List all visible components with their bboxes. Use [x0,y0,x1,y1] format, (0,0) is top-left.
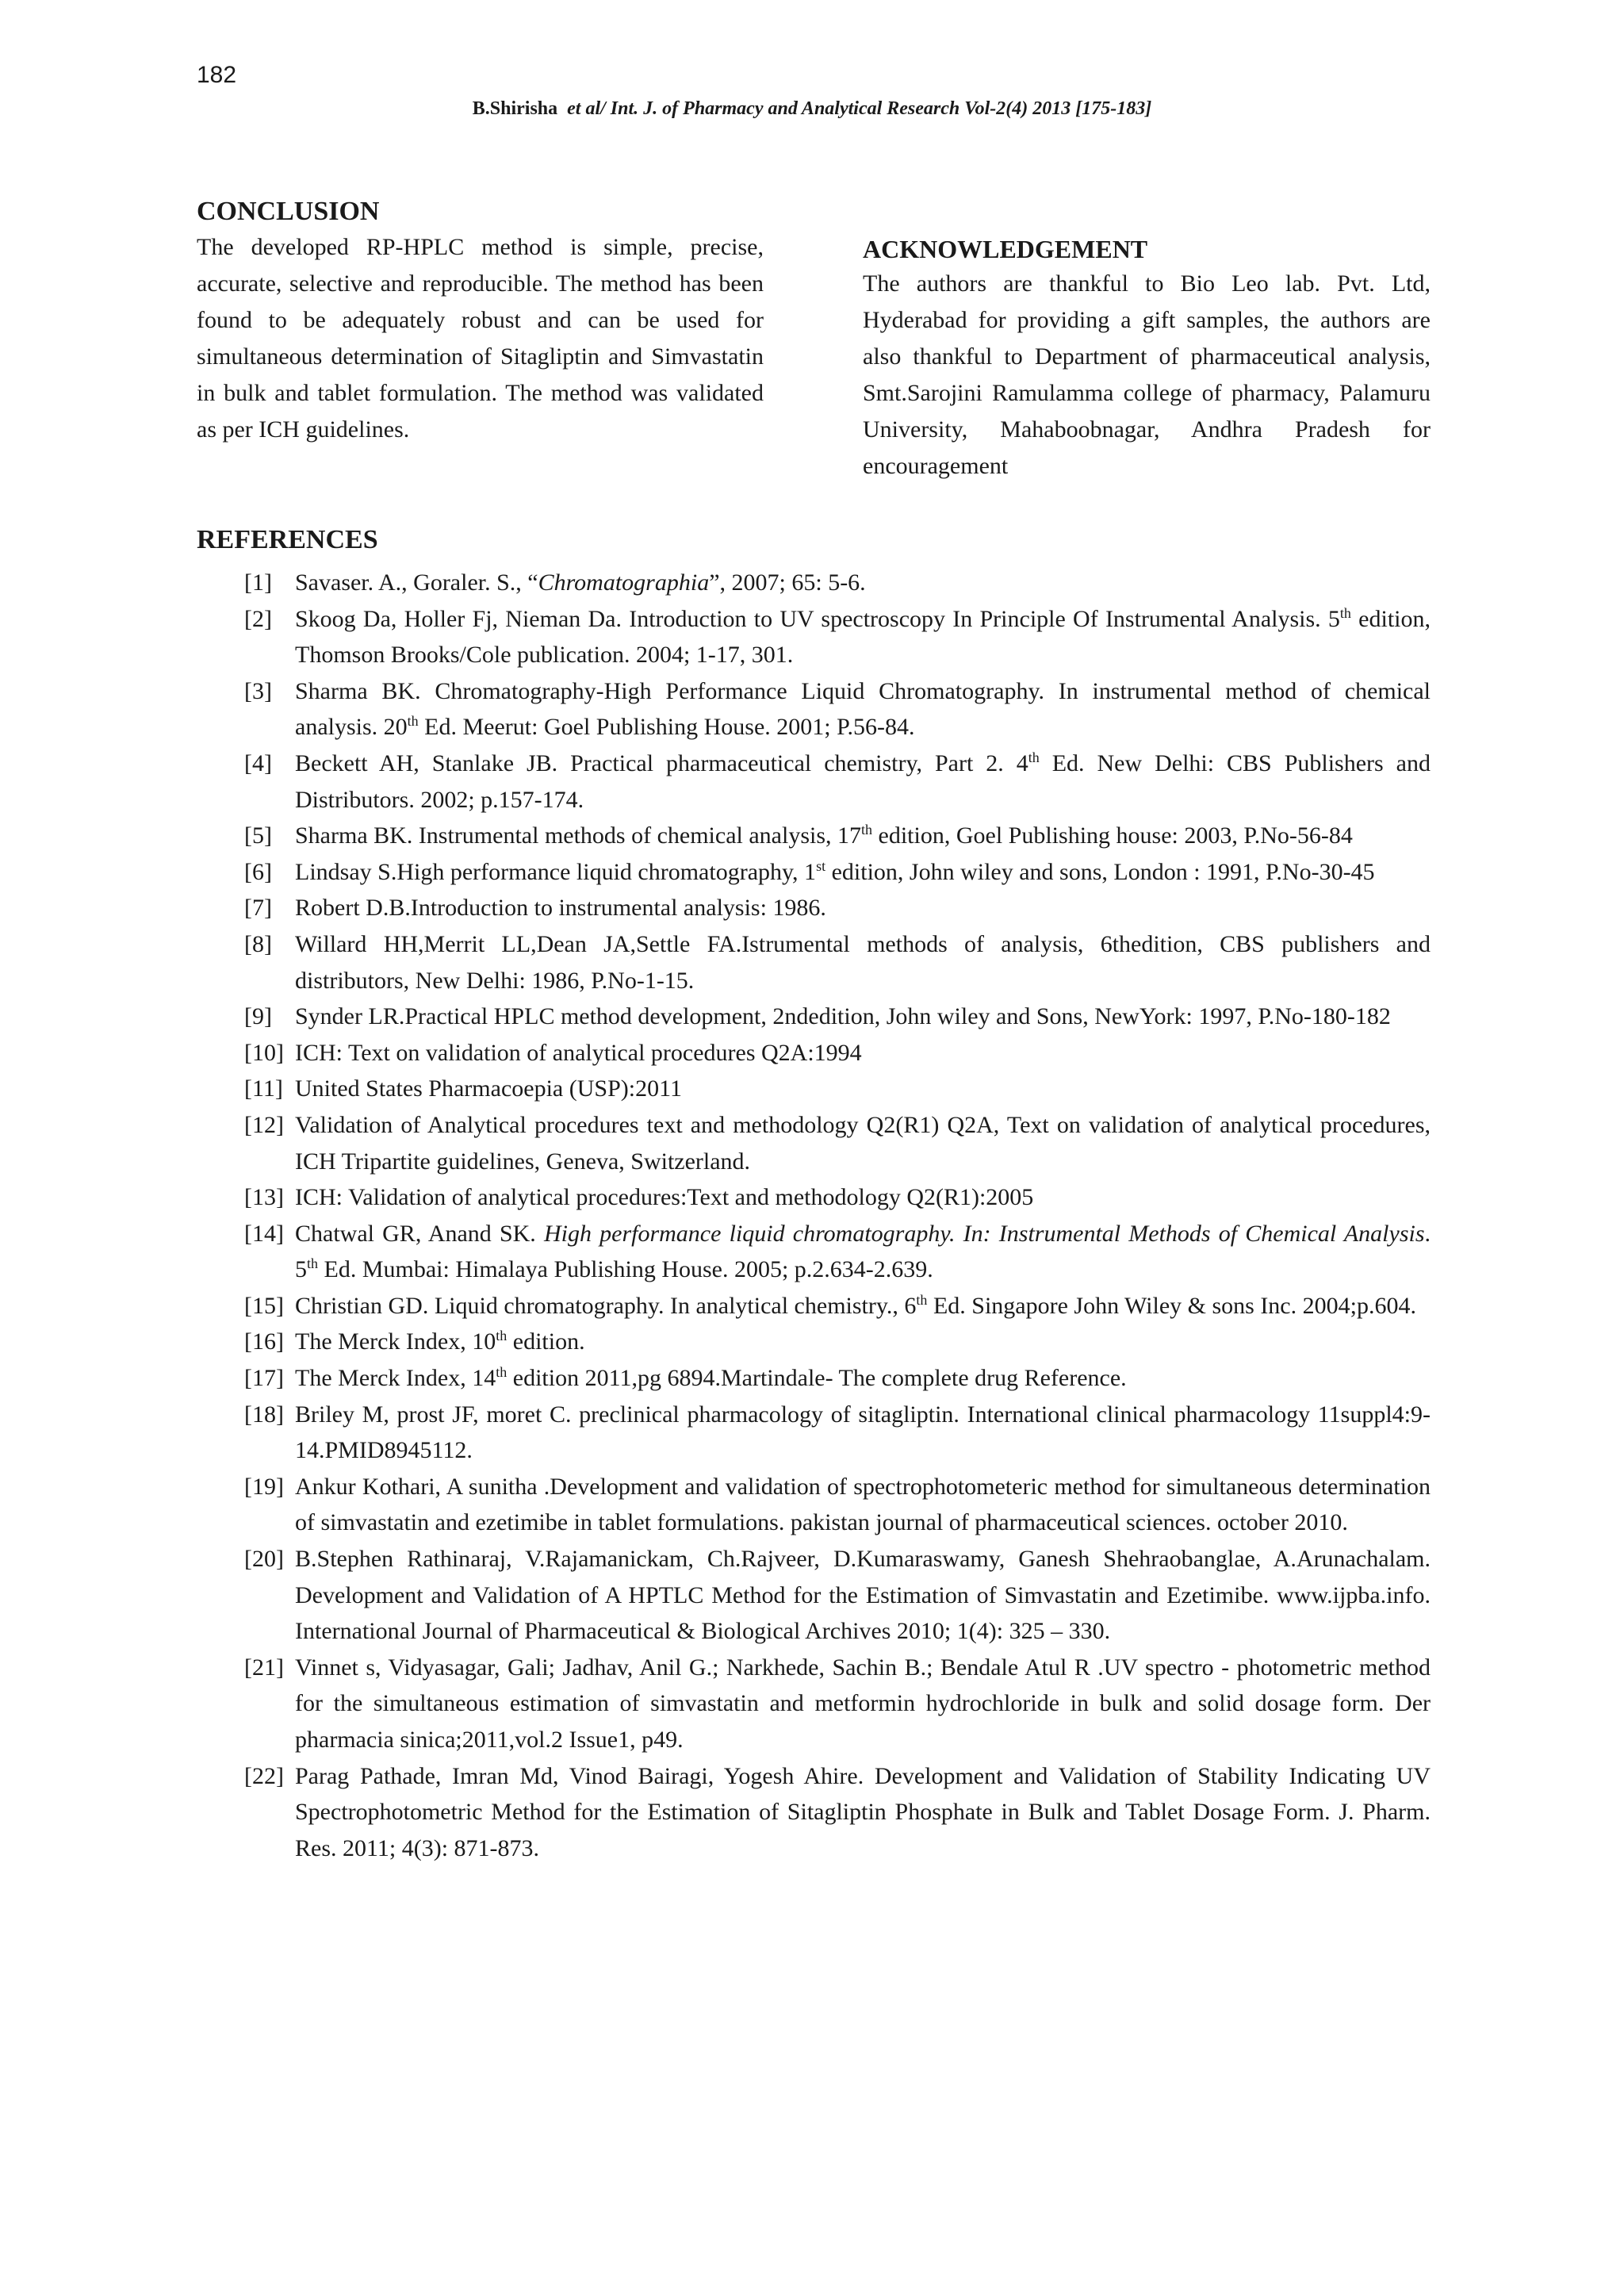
reference-text: Sharma BK. Instrumental methods of chemical analysis, 17 [295,822,862,849]
reference-text: ”, 2007; 65: 5-6. [709,569,866,596]
reference-text: Briley M, prost JF, moret C. preclinical pharmacology of sitagliptin. International clinical pharmacology 11suppl4:9-14.PMID8945112. [295,1401,1431,1464]
reference-text: . 5 [295,1220,1431,1283]
reference-text: Christian GD. Liquid chromatography. In analytical chemistry., 6 [295,1292,917,1319]
reference-text: Vinnet s, Vidyasagar, Gali; Jadhav, Anil G.; Narkhede, Sachin B.; Bendale Atul R .UV spectro - photometric method for the simultaneous estimation of simvastatin and metformin hydrochloride in bulk and solid dosage form. Der pharmacia sinica;2011,vol.2 Issue1, p49. [295,1654,1431,1753]
reference-item [244,1650,1431,1758]
reference-text: th [1028,749,1040,765]
reference-item [244,1758,1431,1867]
reference-number: [22] [244,1762,284,1789]
reference-text: B.Stephen Rathinaraj, V.Rajamanickam, Ch.Rajveer, D.Kumaraswamy, Ganesh Shehraobanglae, A.Arunachalam. Development and Validation of A HPTLC Method for the Estimation of Simvastatin and Ezetimibe. www.ijpba.info. International Journal of Pharmaceutical & Biological Archives 2010; 1(4): 325 – 330. [295,1546,1431,1645]
reference-text: th [496,1364,508,1381]
reference-item [244,1216,1431,1288]
reference-item [244,1360,1431,1397]
reference-text: Willard HH,Merrit LL,Dean JA,Settle FA.Istrumental methods of analysis, 6thedition, CBS publishers and distributors, New Delhi: 1986, P.No-1-15. [295,930,1431,994]
reference-number: [21] [244,1654,284,1681]
reference-text: th [496,1328,508,1344]
reference-text: edition 2011,pg 6894.Martindale- The complete drug Reference. [507,1365,1127,1392]
reference-item [244,854,1431,891]
reference-number: [7] [244,895,272,922]
reference-text: edition, John wiley and sons, London : 1991, P.No-30-45 [825,858,1375,885]
reference-text: United States Pharmacoepia (USP):2011 [295,1075,682,1102]
reference-text: th [1339,604,1351,621]
reference-text: edition, Thomson Brooks/Cole publication. 2004; 1-17, 301. [295,605,1431,669]
reference-item [244,1071,1431,1107]
reference-number: [20] [244,1546,284,1573]
running-head-author: B.Shirisha [472,98,558,119]
reference-item [244,1469,1431,1541]
reference-item [244,1179,1431,1216]
reference-text: Validation of Analytical procedures text and methodology Q2(R1) Q2A, Text on validation of analytical procedures, ICH Tripartite guidelines, Geneva, Switzerland. [295,1111,1431,1175]
reference-text: Beckett AH, Stanlake JB. Practical pharmaceutical chemistry, Part 2. 4 [295,749,1028,776]
reference-text: Ankur Kothari, A sunitha .Development and validation of spectrophotometeric method for simultaneous determination of simvastatin and ezetimibe in tablet formulations. pakistan journal of pharmaceutical sciences. october 2010. [295,1473,1431,1536]
reference-text: edition, Goel Publishing house: 2003, P.No-56-84 [872,822,1353,849]
reference-text: The Merck Index, 10 [295,1328,496,1355]
reference-number: [11] [244,1075,283,1102]
reference-text: th [861,822,873,838]
conclusion-section [197,194,764,448]
reference-number: [3] [244,677,272,704]
reference-item [244,890,1431,926]
reference-number: [17] [244,1365,284,1392]
reference-text: st [816,857,826,874]
reference-number: [15] [244,1292,284,1319]
reference-item [244,1288,1431,1324]
reference-text: Parag Pathade, Imran Md, Vinod Bairagi, Yogesh Ahire. Development and Validation of Stability Indicating UV Spectrophotometric Method for the Estimation of Sitagliptin Phosphate in Bulk and Tablet Dosage Form. J. Pharm. Res. 2011; 4(3): 871-873. [295,1762,1431,1861]
conclusion-body: The developed RP-HPLC method is simple, precise, accurate, selective and reproducible. The method has been found to be adequately robust and can be used for simultaneous determination of Sitagliptin and Simvastatin in bulk and tablet formulation. The method was validated as per ICH guidelines. [197,234,764,443]
reference-text: High performance liquid chromatography. In: Instrumental Methods of Chemical Analysis [543,1220,1425,1247]
reference-item [244,926,1431,999]
reference-text: The Merck Index, 14 [295,1365,496,1392]
acknowledgement-section [863,232,1431,485]
reference-text: Chromatographia [538,569,710,596]
reference-number: [9] [244,1003,272,1030]
reference-number: [6] [244,858,272,885]
reference-item [244,1541,1431,1650]
acknowledgement-body: The authors are thankful to Bio Leo lab. Pvt. Ltd, Hyderabad for providing a gift samples, the authors are also thankful to Department of pharmaceutical analysis, Smt.Sarojini Ramulamma college of pharmacy, Palamuru University, Mahaboobnagar, Andhra Pradesh for encouragement [863,270,1431,479]
reference-text: Synder LR.Practical HPLC method development, 2ndedition, John wiley and Sons, NewYork: 1997, P.No-180-182 [295,1003,1391,1030]
reference-text: Savaser. A., Goraler. S., “ [295,569,538,596]
reference-number: [2] [244,605,272,632]
reference-item [244,565,1431,601]
reference-item [244,601,1431,673]
reference-text: th [407,713,419,730]
reference-text: th [307,1255,319,1272]
reference-number: [8] [244,930,272,957]
reference-text: Ed. Singapore John Wiley & sons Inc. 2004;p.604. [927,1292,1416,1319]
reference-text: Robert D.B.Introduction to instrumental analysis: 1986. [295,895,826,922]
reference-number: [10] [244,1039,284,1066]
reference-number: [5] [244,822,272,849]
reference-item [244,1107,1431,1179]
reference-text: ICH: Text on validation of analytical procedures Q2A:1994 [295,1039,862,1066]
reference-item [244,1324,1431,1360]
reference-number: [16] [244,1328,284,1355]
acknowledgement-heading: ACKNOWLEDGEMENT [863,235,1148,263]
reference-text: Chatwal GR, Anand SK. [295,1220,544,1247]
reference-number: [1] [244,569,272,596]
reference-item [244,818,1431,854]
reference-item [244,1397,1431,1469]
reference-text: Skoog Da, Holler Fj, Nieman Da. Introduction to UV spectroscopy In Principle Of Instrumental Analysis. 5 [295,605,1340,632]
reference-text: th [916,1291,928,1308]
reference-item [244,673,1431,746]
reference-item [244,746,1431,818]
reference-item [244,1035,1431,1071]
reference-text: Ed. New Delhi: CBS Publishers and Distributors. 2002; p.157-174. [295,749,1431,813]
reference-text: Ed. Meerut: Goel Publishing House. 2001; P.56-84. [418,714,915,741]
reference-text: Sharma BK. Chromatography-High Performance Liquid Chromatography. In instrumental method of chemical analysis. 20 [295,677,1431,741]
running-head [0,98,1624,120]
reference-number: [18] [244,1401,284,1428]
running-head-journal: / Int. J. of Pharmacy and Analytical Research Vol-2(4) 2013 [175-183] [600,98,1152,119]
reference-text: ICH: Validation of analytical procedures:Text and methodology Q2(R1):2005 [295,1184,1034,1211]
reference-number: [4] [244,749,272,776]
reference-number: [13] [244,1184,284,1211]
conclusion-heading: CONCLUSION [197,197,380,226]
reference-item [244,999,1431,1035]
reference-text: Ed. Mumbai: Himalaya Publishing House. 2005; p.2.634-2.639. [318,1256,933,1283]
reference-number: [12] [244,1111,284,1138]
reference-text: edition. [507,1328,585,1355]
reference-text: Lindsay S.High performance liquid chromatography, 1 [295,858,817,885]
references-list [244,565,1431,1866]
running-head-etal: et al [567,98,601,119]
page-number: 182 [197,62,237,88]
reference-number: [14] [244,1220,284,1247]
reference-number: [19] [244,1473,284,1500]
references-heading: REFERENCES [197,525,378,554]
